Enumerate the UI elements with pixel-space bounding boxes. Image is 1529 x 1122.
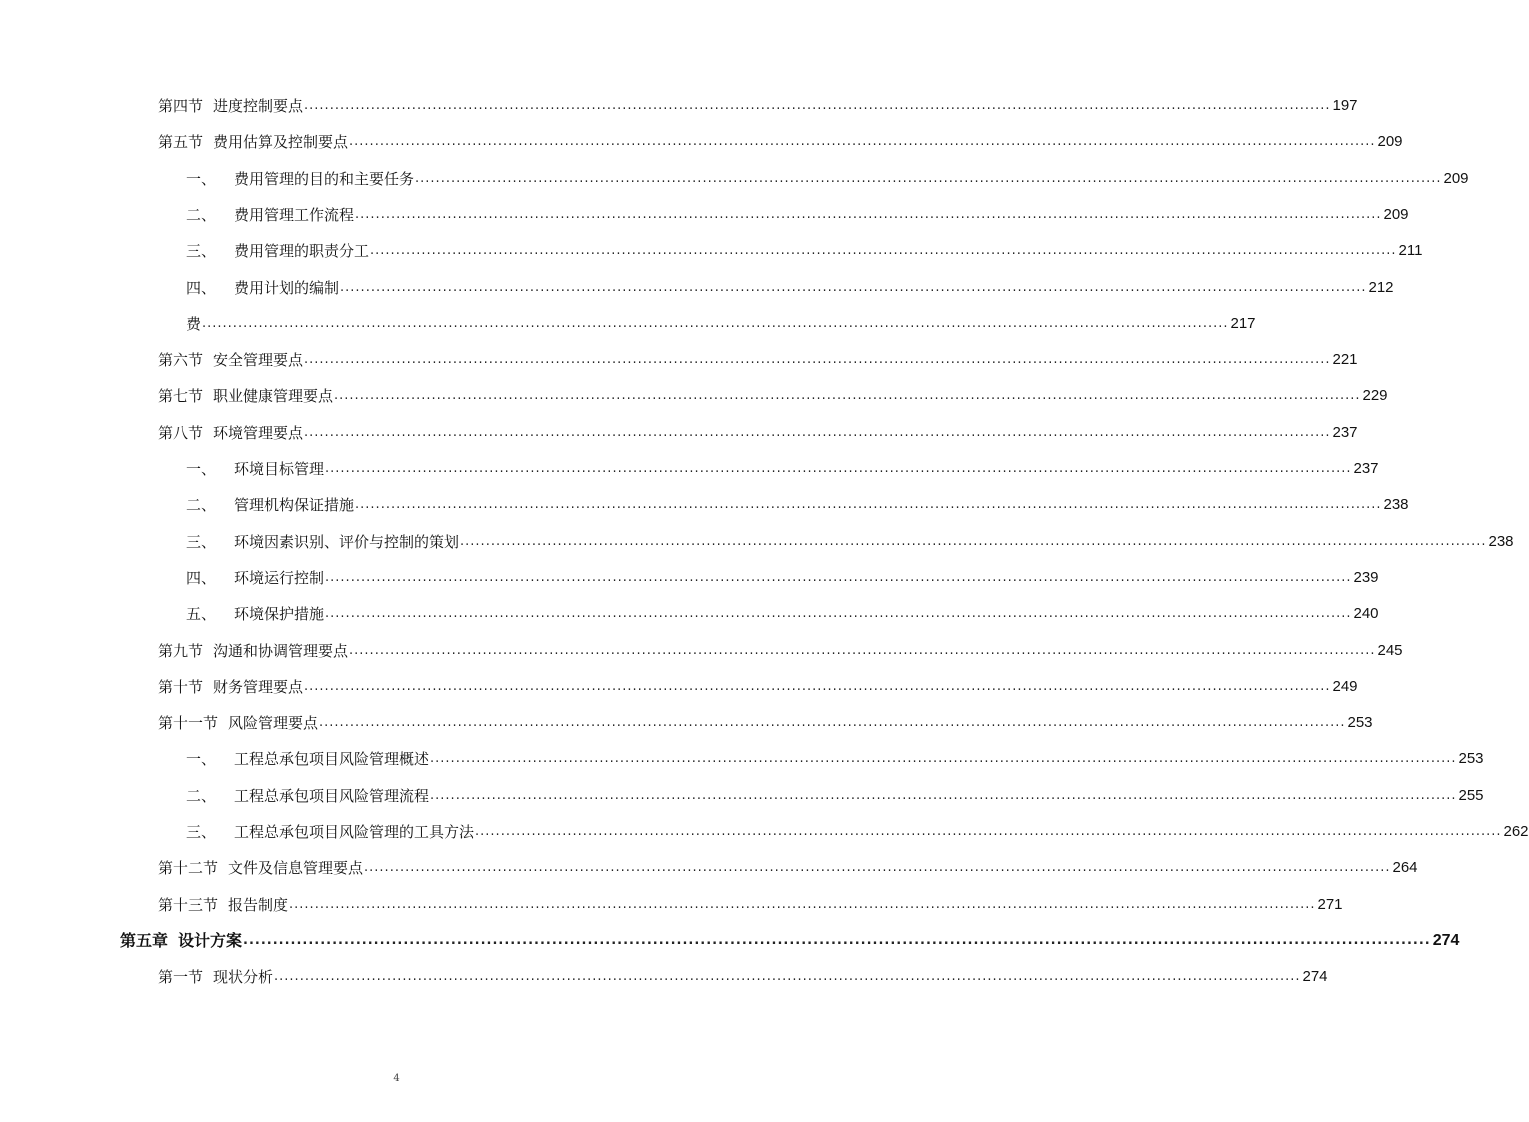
toc-section-entry[interactable] [158,854,1418,878]
toc-entry-number: 四、 [186,568,217,587]
toc-entry-page: 239 [1353,568,1379,586]
toc-entry-title: 费用管理工作流程 [234,205,355,224]
toc-entry-title: 财务管理要点 [213,677,304,696]
toc-entry-page: 249 [1332,677,1358,695]
dot-leader: ........................................................................................................................................................................................................ [202,315,1229,331]
dot-leader: ........................................................................................................................................................................................................ [430,787,1457,803]
toc-entry-number: 二、 [186,496,217,515]
toc-entry-page: 211 [1398,242,1423,260]
toc-entry-title: 工程总承包项目风险管理的工具方法 [234,823,475,841]
toc-item-entry[interactable] [186,237,1423,261]
dot-leader: ........................................................................................................................................................................................................ [325,606,1352,622]
toc-entry-label [158,677,303,697]
toc-entry-number: 第五节 [158,133,204,152]
toc-section-entry[interactable] [158,346,1358,370]
toc-entry-page: 209 [1377,133,1403,151]
toc-item-entry[interactable] [186,455,1379,479]
toc-entry-number: 三、 [186,823,217,841]
toc-entry-number: 五、 [186,605,217,624]
dot-leader: ........................................................................................................................................................................................................ [243,932,1431,948]
dot-leader: ........................................................................................................................................................................................................ [289,896,1316,912]
dot-leader: ........................................................................................................................................................................................................ [370,243,1397,259]
toc-entry-label [158,96,303,116]
toc-entry-number: 第四节 [158,97,204,115]
toc-entry-number: 第七节 [158,387,204,406]
toc-entry-title: 环境因素识别、评价与控制的策划 [234,532,460,551]
toc-entry-label [186,532,459,552]
toc-entry-number: 第十二节 [158,859,219,878]
toc-entry-number: 一、 [186,750,217,769]
dot-leader: ........................................................................................................................................................................................................ [415,170,1442,186]
toc-item-entry[interactable] [186,274,1394,298]
toc-item-entry[interactable] [186,201,1409,225]
toc-entry-label [186,568,324,588]
toc-entry-label [158,641,348,661]
toc-entry-number: 二、 [186,205,217,224]
toc-entry-number: 第十一节 [158,714,219,733]
toc-entry-label [158,132,348,152]
toc-entry-number: 一、 [186,460,217,478]
toc-entry-number: 四、 [186,278,217,297]
toc-entry-page: 253 [1347,714,1373,732]
toc-entry-title: 职业健康管理要点 [213,387,334,406]
toc-entry-label [158,895,288,915]
toc-entry-title: 费用计划的编制 [234,278,340,297]
toc-section-entry[interactable] [158,419,1358,443]
toc-entry-title: 环境目标管理 [234,460,325,478]
toc-entry-title: 环境保护措施 [234,605,325,624]
toc-entry-page: 240 [1353,605,1379,623]
toc-entry-label [186,278,339,298]
toc-item-entry[interactable] [186,600,1379,624]
toc-entry-number: 一、 [186,169,217,188]
toc-entry-number: 三、 [186,532,217,551]
dot-leader: ........................................................................................................................................................................................................ [304,98,1331,113]
dot-leader: ........................................................................................................................................................................................................ [325,461,1352,476]
toc-entry-title: 文件及信息管理要点 [228,859,364,878]
dot-leader: ........................................................................................................................................................................................................ [325,569,1352,585]
toc-entry-number: 第十节 [158,677,204,696]
toc-entry-title: 安全管理要点 [213,351,304,370]
toc-entry-label [158,858,363,878]
toc-entry-label [158,967,273,987]
toc-entry-page: 197 [1332,97,1358,114]
toc-entry-page: 217 [1230,314,1256,332]
dot-leader: ........................................................................................................................................................................................................ [319,715,1346,731]
toc-entry-page: 221 [1332,351,1358,369]
toc-entry-page: 255 [1458,786,1484,804]
dot-leader: ........................................................................................................................................................................................................ [340,279,1367,295]
dot-leader: ........................................................................................................................................................................................................ [355,497,1382,513]
toc-entry-label [186,169,414,189]
toc-item-entry[interactable] [186,310,1256,334]
toc-entry-page: 209 [1383,205,1409,223]
toc-section-entry[interactable] [158,891,1343,915]
toc-section-entry[interactable] [158,709,1373,733]
toc-entry-label [186,314,201,334]
toc-entry-label [186,786,429,806]
toc-entry-number: 二、 [186,786,217,805]
toc-entry-title: 设计方案 [178,930,243,950]
toc-item-entry[interactable] [186,818,1529,842]
toc-section-entry[interactable] [158,382,1388,406]
dot-leader: ........................................................................................................................................................................................................ [430,751,1457,767]
toc-entry-page: 264 [1392,859,1418,877]
toc-item-entry[interactable] [186,491,1409,515]
toc-chapter-entry[interactable] [120,927,1460,951]
toc-entry-page: 237 [1353,460,1379,477]
dot-leader: ........................................................................................................................................................................................................ [274,969,1301,985]
dot-leader: ........................................................................................................................................................................................................ [304,352,1331,368]
toc-entry-page: 229 [1362,387,1388,405]
dot-leader: ........................................................................................................................................................................................................ [475,824,1502,839]
toc-section-entry[interactable] [158,128,1403,152]
toc-entry-label [120,931,242,951]
toc-entry-number: 第八节 [158,423,204,442]
toc-entry-title: 沟通和协调管理要点 [213,641,349,660]
toc-section-entry[interactable] [158,637,1403,661]
toc-entry-page: 274 [1302,968,1328,986]
toc-entry-title: 费用管理的职责分工 [234,242,370,261]
toc-section-entry[interactable] [158,963,1328,987]
toc-item-entry[interactable] [186,782,1484,806]
toc-entry-title: 费 [186,314,202,333]
toc-item-entry[interactable] [186,165,1469,189]
toc-entry-title: 费用估算及控制要点 [213,133,349,152]
toc-entry-page: 253 [1458,750,1484,768]
toc-entry-page: 209 [1443,169,1469,187]
toc-entry-page: 212 [1368,278,1394,296]
toc-entry-label [158,386,333,406]
toc-entry-label [186,604,324,624]
dot-leader: ........................................................................................................................................................................................................ [349,134,1376,150]
toc-item-entry[interactable] [186,528,1514,552]
dot-leader: ........................................................................................................................................................................................................ [304,424,1331,440]
toc-entry-title: 环境管理要点 [213,423,304,442]
dot-leader: ........................................................................................................................................................................................................ [349,642,1376,658]
toc-entry-number: 三、 [186,242,217,261]
toc-entry-label [158,713,318,733]
toc-section-entry[interactable] [158,673,1358,697]
toc-entry-number: 第五章 [120,930,169,950]
toc-entry-number: 第一节 [158,968,204,987]
toc-entry-page: 245 [1377,641,1403,659]
toc-entry-label [186,459,324,479]
toc-entry-title: 风险管理要点 [228,714,319,733]
toc-entry-label [186,241,369,261]
toc-item-entry[interactable] [186,564,1379,588]
toc-entry-title: 进度控制要点 [213,97,304,115]
toc-entry-label [158,423,303,443]
toc-entry-label [186,205,354,225]
toc-entry-label [158,350,303,370]
toc-entry-number: 第十三节 [158,895,219,914]
toc-entry-title: 工程总承包项目风险管理流程 [234,786,430,805]
toc-entry-title: 工程总承包项目风险管理概述 [234,750,430,769]
toc-entry-title: 报告制度 [228,895,289,914]
toc-entry-number: 第九节 [158,641,204,660]
toc-entry-label [186,495,354,515]
dot-leader: ........................................................................................................................................................................................................ [334,388,1361,404]
toc-entry-title: 管理机构保证措施 [234,496,355,515]
toc-entry-page: 238 [1383,496,1409,514]
toc-item-entry[interactable] [186,745,1484,769]
dot-leader: ........................................................................................................................................................................................................ [364,860,1391,876]
toc-entry-page: 271 [1317,895,1343,913]
dot-leader: ........................................................................................................................................................................................................ [355,206,1382,222]
toc-entry-page: 274 [1432,931,1460,949]
toc-section-entry[interactable] [158,92,1358,116]
toc-entry-number: 第六节 [158,351,204,370]
toc-entry-page: 238 [1488,532,1514,550]
toc-entry-label [186,749,429,769]
toc-entry-page: 237 [1332,423,1358,441]
toc-entry-page: 262 [1503,823,1529,840]
toc-entry-title: 环境运行控制 [234,568,325,587]
dot-leader: ........................................................................................................................................................................................................ [304,678,1331,694]
dot-leader: ........................................................................................................................................................................................................ [460,533,1487,549]
page-number: 4 [393,1073,400,1084]
toc-entry-label [186,822,474,842]
toc-entry-title: 现状分析 [213,968,274,987]
toc-entry-title: 费用管理的目的和主要任务 [234,169,415,188]
